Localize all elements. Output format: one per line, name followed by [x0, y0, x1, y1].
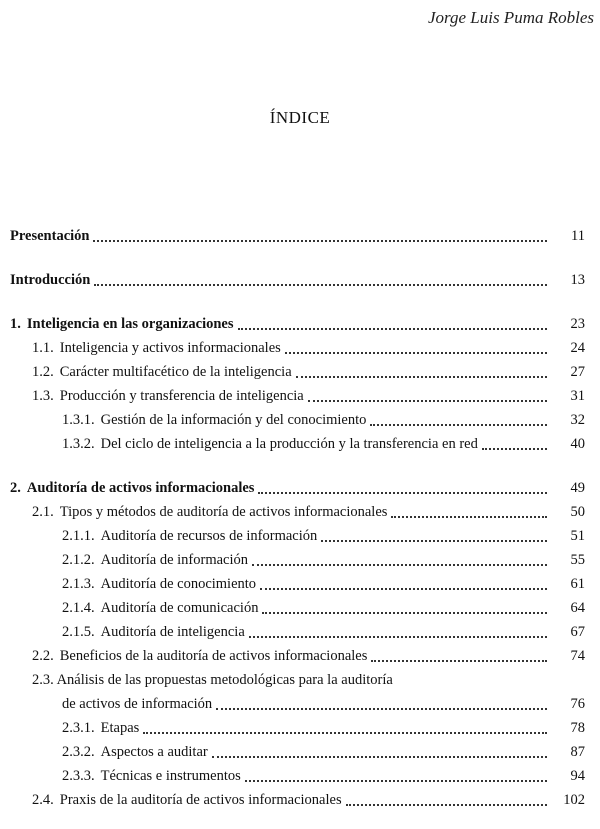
toc-entry-2-1-2: [10, 548, 585, 572]
toc-number: 1.2.: [32, 364, 54, 380]
toc-number: 1.3.: [32, 388, 54, 404]
toc-label: Inteligencia en las organizaciones: [26, 316, 234, 332]
toc-entry-2-1-1: [10, 524, 585, 548]
dot-leader: [371, 659, 547, 662]
toc-label: Del ciclo de inteligencia a la producción y la transferencia en red: [100, 436, 478, 452]
toc-number: 2.1.: [32, 504, 54, 520]
toc-entry-2-2: [10, 644, 585, 668]
toc-page-number: 87: [570, 744, 585, 760]
dot-leader: [238, 327, 548, 330]
dot-leader: [252, 563, 547, 566]
dot-leader: [346, 803, 547, 806]
running-header-author: Jorge Luis Puma Robles: [427, 8, 594, 27]
toc-entry-2-1-4: [10, 596, 585, 620]
dot-leader: [260, 587, 547, 590]
toc-entry-2-3-line2: [10, 692, 585, 716]
page-title: ÍNDICE: [269, 108, 331, 127]
toc-page-number: 50: [570, 504, 585, 520]
toc-label: Auditoría de activos informacionales: [26, 480, 255, 496]
dot-leader: [94, 283, 547, 286]
toc-number: 2.3.: [32, 672, 54, 688]
dot-leader: [262, 611, 547, 614]
toc-entry-1-3-1: [10, 408, 585, 432]
toc-page-number: 27: [570, 364, 585, 380]
toc-entry-2-3-1: [10, 716, 585, 740]
dot-leader: [370, 423, 547, 426]
toc-number: 2.1.5.: [62, 624, 95, 640]
toc-number: 2.4.: [32, 792, 54, 808]
toc-label: de activos de información: [62, 696, 213, 712]
toc-label: Producción y transferencia de inteligencia: [59, 388, 304, 404]
toc-label: Beneficios de la auditoría de activos informacionales: [59, 648, 368, 664]
toc-page-number: 13: [570, 272, 585, 288]
toc-label: Aspectos a auditar: [100, 744, 208, 760]
toc-number: 2.3.2.: [62, 744, 95, 760]
dot-leader: [482, 447, 547, 450]
toc-entry-2-4: [10, 788, 585, 812]
toc-label: Auditoría de información: [100, 552, 248, 568]
toc-entry-chapter-2: [10, 476, 585, 500]
dot-leader: [143, 731, 547, 734]
toc-page-number: 55: [570, 552, 585, 568]
toc-label: Auditoría de conocimiento: [100, 576, 257, 592]
toc-page-number: 67: [570, 624, 585, 640]
toc-label: Auditoría de recursos de información: [100, 528, 318, 544]
toc-label: Presentación: [10, 228, 90, 244]
toc-page-number: 23: [570, 316, 585, 332]
toc-page-number: 74: [570, 648, 585, 664]
toc-entry-presentacion: [10, 224, 585, 248]
toc-page-number: 64: [570, 600, 585, 616]
toc-entry-2-1-3: [10, 572, 585, 596]
toc-label: Carácter multifacético de la inteligencia: [59, 364, 292, 380]
toc-number: 1.1.: [32, 340, 54, 356]
table-of-contents: [10, 224, 585, 812]
toc-page-number: 31: [570, 388, 585, 404]
toc-number: 1.: [10, 316, 21, 332]
dot-leader: [258, 491, 547, 494]
toc-entry-1-3-2: [10, 432, 585, 456]
dot-leader: [308, 399, 547, 402]
toc-page-number: 78: [570, 720, 585, 736]
toc-page-number: 49: [570, 480, 585, 496]
toc-number: 2.3.3.: [62, 768, 95, 784]
toc-entry-introduccion: [10, 268, 585, 292]
toc-label: Tipos y métodos de auditoría de activos informacionales: [59, 504, 388, 520]
dot-leader: [216, 707, 547, 710]
toc-label: Etapas: [100, 720, 140, 736]
dot-leader: [296, 375, 547, 378]
toc-page-number: 24: [570, 340, 585, 356]
toc-number: 1.3.1.: [62, 412, 95, 428]
toc-page-number: 76: [570, 696, 585, 712]
toc-number: 2.2.: [32, 648, 54, 664]
toc-entry-1-2: [10, 360, 585, 384]
dot-leader: [321, 539, 547, 542]
toc-entry-1-3: [10, 384, 585, 408]
toc-page-number: 11: [571, 228, 585, 244]
toc-page-number: 40: [570, 436, 585, 452]
dot-leader: [245, 779, 547, 782]
toc-label: Auditoría de inteligencia: [100, 624, 245, 640]
toc-number: 2.1.2.: [62, 552, 95, 568]
toc-number: 2.3.1.: [62, 720, 95, 736]
dot-leader: [285, 351, 547, 354]
toc-label: Técnicas e instrumentos: [100, 768, 241, 784]
toc-label: Praxis de la auditoría de activos informacionales: [59, 792, 342, 808]
dot-leader: [391, 515, 547, 518]
toc-entry-2-3-3: [10, 764, 585, 788]
toc-label: Análisis de las propuestas metodológicas para la auditoría: [56, 672, 393, 688]
toc-entry-1-1: [10, 336, 585, 360]
toc-label: Auditoría de comunicación: [100, 600, 259, 616]
toc-entry-chapter-1: [10, 312, 585, 336]
toc-entry-2-3-2: [10, 740, 585, 764]
toc-page-number: 94: [570, 768, 585, 784]
toc-page-number: 51: [570, 528, 585, 544]
toc-label: Inteligencia y activos informacionales: [59, 340, 281, 356]
toc-page-number: 61: [570, 576, 585, 592]
toc-entry-2-1-5: [10, 620, 585, 644]
dot-leader: [212, 755, 547, 758]
toc-entry-2-3-line1: [10, 668, 585, 692]
toc-number: 2.1.3.: [62, 576, 95, 592]
toc-page-number: 32: [570, 412, 585, 428]
toc-page-number: 102: [563, 792, 585, 808]
dot-leader: [249, 635, 547, 638]
toc-number: 2.1.4.: [62, 600, 95, 616]
toc-label: Introducción: [10, 272, 91, 288]
toc-number: 2.: [10, 480, 21, 496]
dot-leader: [93, 239, 547, 242]
toc-label: Gestión de la información y del conocimiento: [100, 412, 367, 428]
toc-number: 2.1.1.: [62, 528, 95, 544]
toc-number: 1.3.2.: [62, 436, 95, 452]
toc-entry-2-1: [10, 500, 585, 524]
